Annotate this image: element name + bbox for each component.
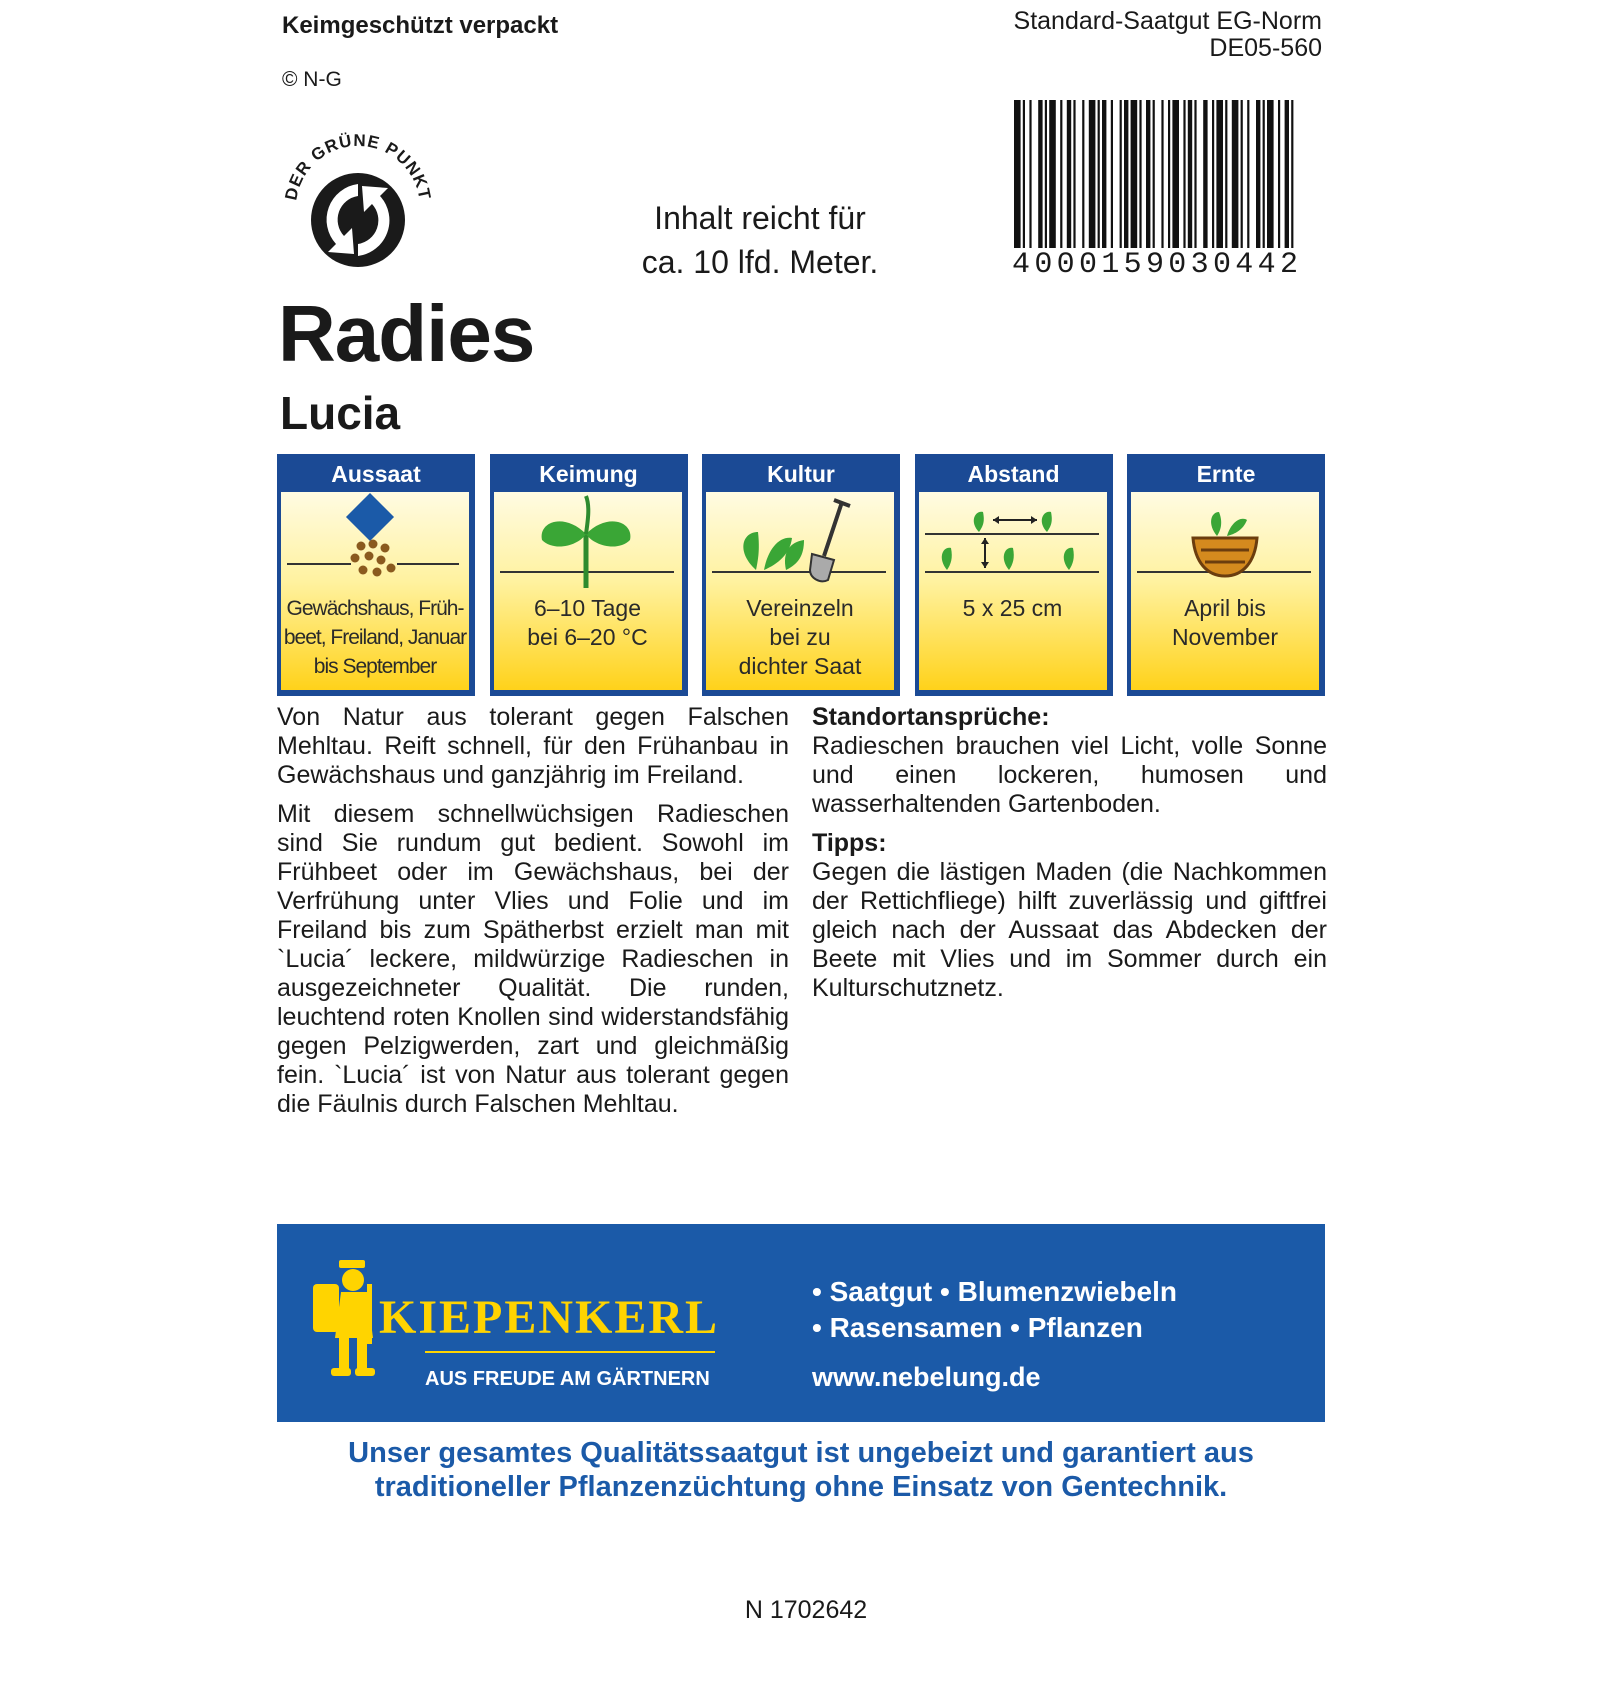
tile-description — [283, 594, 467, 681]
tile-text-line: bis September — [313, 655, 437, 678]
description-paragraph-2: Mit diesem schnellwüchsigen Radieschen sind Sie rundum gut bedient. Sowohl im Frühbeet oder im Gewächshaus, bei der Verfrühung unter Vlies und Folie und im Freiland bis zum Spätherbst erzielt man mit `Lucia´ leckere, mildwürzige Radieschen in ausgezeichneter Qualität. Die runden, leuchtend roten Knollen sind widerstandsfähig gegen Pelzigwerden, zart und gleichmäßig fein. `Lucia´ ist von Natur aus tolerant gegen die Fäulnis durch Falschen Mehltau. — [277, 800, 789, 1118]
tile-keimung — [490, 454, 688, 696]
tile-description — [708, 594, 892, 681]
quality-line-1: Unser gesamtes Qualitätssaatgut ist ungebeizt und garantiert aus — [348, 1437, 1254, 1469]
tile-aussaat — [277, 454, 475, 696]
article-number: N 1702642 — [744, 1596, 868, 1624]
plants-and-spade-icon — [706, 492, 894, 592]
brand-name: KIEPENKERL — [379, 1291, 720, 1344]
tile-kultur — [702, 454, 900, 696]
barcode-digit: 4 — [1257, 248, 1276, 282]
tile-description — [1133, 594, 1317, 652]
barcode-digit: 4 — [1235, 248, 1254, 282]
content-coverage-line-1: Inhalt reicht für — [654, 200, 866, 236]
location-heading: Standortansprüche: — [812, 703, 1050, 731]
cultivation-tiles — [277, 454, 1325, 696]
product-range — [812, 1274, 1177, 1346]
tile-description — [496, 594, 680, 652]
seedling-icon — [494, 492, 682, 592]
barcode-digit: 9 — [1145, 248, 1164, 282]
brand-tagline: AUS FREUDE AM GÄRTNERN — [425, 1368, 710, 1390]
tile-label: Keimung — [539, 461, 638, 487]
tile-text-line: April bis — [1184, 595, 1266, 621]
barcode-bars — [1010, 100, 1300, 270]
barcode-digit: 0 — [1056, 248, 1075, 282]
tile-ernte — [1127, 454, 1325, 696]
product-title: Radies — [278, 289, 535, 378]
green-dot-label: DER GRÜNE PUNKT — [281, 130, 435, 202]
barcode-digit: 5 — [1123, 248, 1142, 282]
tile-label: Kultur — [767, 461, 835, 487]
tile-label: Abstand — [967, 461, 1060, 487]
quality-statement — [277, 1436, 1325, 1504]
description-column — [277, 703, 789, 1129]
seed-standard — [1014, 8, 1322, 62]
brand-divider — [425, 1351, 715, 1353]
product-range-line-2: • Rasensamen • Pflanzen — [812, 1312, 1143, 1343]
brand-banner — [277, 1224, 1325, 1422]
barcode-digit: 0 — [1168, 248, 1187, 282]
green-dot-logo — [278, 128, 438, 288]
tile-text-line: Vereinzeln — [746, 595, 854, 621]
tips-heading: Tipps: — [812, 829, 887, 857]
plant-spacing-icon — [919, 492, 1107, 592]
barcode-digit: 3 — [1190, 248, 1209, 282]
tile-text-line: bei zu — [769, 624, 831, 650]
standard-line-2: DE05-560 — [1209, 34, 1322, 62]
barcode — [1010, 100, 1300, 285]
tile-text-line: beet, Freiland, Januar — [283, 626, 467, 649]
harvest-basket-icon — [1131, 492, 1319, 592]
barcode-digit: 1 — [1101, 248, 1120, 282]
packaging-note: Keimgeschützt verpackt — [282, 12, 559, 39]
tips-text: Gegen die lästigen Maden (die Nachkommen der Rettichfliege) hilft zuverlässig und giftfrei gleich nach der Aussaat das Abdecken der Beete mit Vlies und im Sommer durch ein Kulturschutznetz. — [812, 858, 1327, 1002]
product-variety: Lucia — [280, 387, 401, 439]
content-coverage — [560, 196, 960, 284]
quality-line-2: traditioneller Pflanzenzüchtung ohne Einsatz von Gentechnik. — [374, 1471, 1228, 1503]
tile-abstand — [915, 454, 1113, 696]
tile-text-line: dichter Saat — [738, 653, 862, 679]
barcode-digits — [1010, 248, 1300, 282]
content-coverage-line-2: ca. 10 lfd. Meter. — [641, 244, 879, 280]
tile-label: Ernte — [1196, 461, 1256, 487]
barcode-digit: 2 — [1279, 248, 1298, 282]
sowing-seed-packet-icon — [281, 492, 469, 592]
advice-column — [812, 703, 1327, 1013]
copyright-note: © N-G — [282, 68, 342, 91]
barcode-digit: 0 — [1078, 248, 1097, 282]
standard-line-1: Standard-Saatgut EG-Norm — [1013, 7, 1322, 35]
description-paragraph-1: Von Natur aus tolerant gegen Falschen Mehltau. Reift schnell, für den Frühanbau in Gewächshaus und ganzjährig im Freiland. — [277, 703, 789, 789]
barcode-digit: 0 — [1034, 248, 1053, 282]
kiepenkerl-figure-icon — [309, 1254, 381, 1384]
tile-label: Aussaat — [331, 461, 421, 487]
barcode-digit: 4 — [1012, 248, 1031, 282]
tile-text-line: 5 x 25 cm — [962, 595, 1063, 621]
location-text: Radieschen brauchen viel Licht, volle Sonne und einen lockeren, humosen und wasserhaltenden Gartenboden. — [812, 732, 1327, 818]
product-range-line-1: • Saatgut • Blumenzwiebeln — [812, 1276, 1177, 1307]
tile-text-line: 6–10 Tage — [533, 595, 641, 621]
green-dot-icon — [278, 128, 438, 288]
tile-description — [921, 594, 1105, 623]
tile-text-line: November — [1171, 624, 1279, 650]
tile-text-line: Gewächshaus, Früh- — [286, 597, 464, 620]
barcode-digit: 0 — [1212, 248, 1231, 282]
tile-text-line: bei 6–20 °C — [527, 624, 648, 650]
website-link[interactable]: www.nebelung.de — [812, 1362, 1041, 1392]
